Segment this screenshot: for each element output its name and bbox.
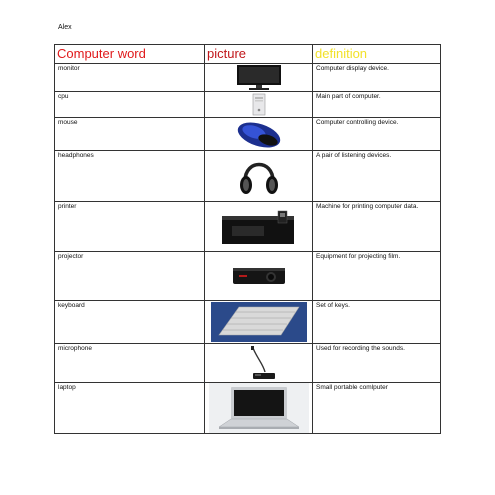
header-picture: picture	[205, 45, 313, 64]
header-computer-word: Computer word	[55, 45, 205, 64]
word-cell: mouse	[55, 118, 205, 151]
table-header-row	[55, 45, 441, 64]
definition-cell: Set of keys.	[313, 301, 441, 344]
picture-cell	[205, 202, 313, 252]
table-row	[55, 252, 441, 301]
table-row	[55, 301, 441, 344]
definition-cell: Equipment for projecting film.	[313, 252, 441, 301]
word-cell: cpu	[55, 92, 205, 118]
table-row	[55, 344, 441, 383]
definition-cell: Main part of computer.	[313, 92, 441, 118]
picture-cell	[205, 252, 313, 301]
picture-cell	[205, 344, 313, 383]
definition-cell: Used for recording the sounds.	[313, 344, 441, 383]
word-cell: headphones	[55, 151, 205, 202]
definition-cell: Machine for printing computer data.	[313, 202, 441, 252]
microphone-icon	[229, 344, 289, 382]
printer-icon	[214, 202, 304, 251]
table-row	[55, 118, 441, 151]
definition-cell: Small portable comlputer	[313, 383, 441, 434]
word-cell: monitor	[55, 64, 205, 92]
header-definition: definition	[313, 45, 441, 64]
mouse-icon	[224, 118, 294, 150]
word-cell: printer	[55, 202, 205, 252]
keyboard-icon	[209, 301, 309, 343]
cpu-tower-icon	[229, 92, 289, 117]
word-cell: microphone	[55, 344, 205, 383]
author-name: Alex	[58, 24, 72, 31]
word-cell: projector	[55, 252, 205, 301]
headphones-icon	[229, 151, 289, 201]
laptop-icon	[209, 383, 309, 433]
picture-cell	[205, 383, 313, 434]
picture-cell	[205, 92, 313, 118]
table-row	[55, 202, 441, 252]
table-row	[55, 151, 441, 202]
picture-cell	[205, 151, 313, 202]
projector-icon	[219, 252, 299, 300]
definition-cell: Computer display device.	[313, 64, 441, 92]
table-row	[55, 64, 441, 92]
picture-cell	[205, 301, 313, 344]
monitor-icon	[229, 64, 289, 91]
word-cell: keyboard	[55, 301, 205, 344]
word-cell: laptop	[55, 383, 205, 434]
picture-cell	[205, 118, 313, 151]
picture-cell	[205, 64, 313, 92]
table-row	[55, 383, 441, 434]
definition-cell: A pair of listening devices.	[313, 151, 441, 202]
vocabulary-table	[54, 44, 441, 434]
definition-cell: Computer controlling device.	[313, 118, 441, 151]
table-row	[55, 92, 441, 118]
